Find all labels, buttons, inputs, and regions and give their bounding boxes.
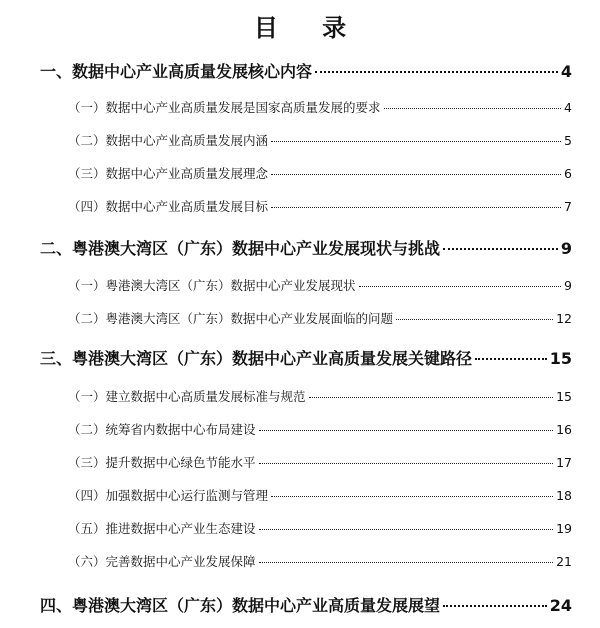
toc-entry[interactable] [68, 98, 572, 116]
toc-entry[interactable] [68, 420, 572, 438]
dot-leader [271, 173, 561, 175]
toc-page-number: 16 [556, 422, 572, 437]
toc-entry[interactable] [40, 236, 572, 259]
toc-entry[interactable] [40, 59, 572, 82]
toc-entry-label: （三）数据中心产业高质量发展理念 [68, 166, 269, 181]
toc-entry[interactable] [68, 552, 572, 570]
toc-entry[interactable] [40, 346, 572, 369]
dot-leader [309, 396, 554, 398]
toc-entry[interactable] [68, 387, 572, 405]
toc-entry-label: （四）加强数据中心运行监测与管理 [68, 488, 269, 503]
toc-entry[interactable] [68, 164, 572, 182]
toc-entry-label: （四）数据中心产业高质量发展目标 [68, 199, 269, 214]
page-title: 目 录 [253, 14, 365, 42]
toc-entry[interactable] [68, 131, 572, 149]
dot-leader [443, 604, 547, 607]
toc-entry-label: 四、粤港澳大湾区（广东）数据中心产业高质量发展展望 [40, 596, 441, 615]
toc-page-number: 15 [549, 349, 572, 368]
toc-entry-label: （一）建立数据中心高质量发展标准与规范 [68, 389, 306, 404]
toc-entry-label: （五）推进数据中心产业生态建设 [68, 521, 256, 536]
toc-page-number: 9 [564, 278, 572, 293]
dot-leader [443, 247, 558, 250]
toc-entry-label: 二、粤港澳大湾区（广东）数据中心产业发展现状与挑战 [40, 239, 441, 258]
dot-leader [259, 528, 554, 530]
toc-page-number: 9 [560, 239, 572, 258]
dot-leader [259, 429, 554, 431]
toc-entry-label: （六）完善数据中心产业发展保障 [68, 554, 256, 569]
toc-entry-label: （二）粤港澳大湾区（广东）数据中心产业发展面临的问题 [68, 311, 394, 326]
dot-leader [259, 462, 554, 464]
toc-page-number: 21 [556, 554, 572, 569]
dot-leader [271, 140, 561, 142]
toc-page-number: 4 [560, 62, 572, 81]
dot-leader [315, 70, 558, 73]
dot-leader [359, 285, 562, 287]
toc-entry[interactable] [68, 486, 572, 504]
toc-page-number: 24 [549, 596, 572, 615]
toc-entry-label: （三）提升数据中心绿色节能水平 [68, 455, 256, 470]
dot-leader [259, 561, 554, 563]
toc-entry[interactable] [68, 309, 572, 327]
toc-entry-label: （一）粤港澳大湾区（广东）数据中心产业发展现状 [68, 278, 356, 293]
toc-entry-label: 三、粤港澳大湾区（广东）数据中心产业高质量发展关键路径 [40, 349, 473, 368]
toc-page-number: 17 [556, 455, 572, 470]
toc-entry-label: （一）数据中心产业高质量发展是国家高质量发展的要求 [68, 100, 381, 115]
toc-page-number: 15 [556, 389, 572, 404]
dot-leader [396, 318, 553, 320]
toc-page-number: 7 [564, 199, 572, 214]
dot-leader [384, 107, 562, 109]
toc-page-number: 4 [564, 100, 572, 115]
toc-page-number: 19 [556, 521, 572, 536]
dot-leader [271, 495, 553, 497]
toc-entry[interactable] [68, 453, 572, 471]
toc-page-number: 18 [556, 488, 572, 503]
toc-entry[interactable] [40, 593, 572, 616]
toc-page-number: 6 [564, 166, 572, 181]
toc-entry-label: （二）数据中心产业高质量发展内涵 [68, 133, 269, 148]
toc-entry-label: 一、数据中心产业高质量发展核心内容 [40, 62, 313, 81]
dot-leader [271, 206, 561, 208]
toc-entry[interactable] [68, 519, 572, 537]
toc-page-number: 5 [564, 133, 572, 148]
toc-page-number: 12 [556, 311, 572, 326]
toc-entry[interactable] [68, 276, 572, 294]
dot-leader [475, 357, 547, 360]
toc-entry-label: （二）统筹省内数据中心布局建设 [68, 422, 256, 437]
toc-entry[interactable] [68, 197, 572, 215]
